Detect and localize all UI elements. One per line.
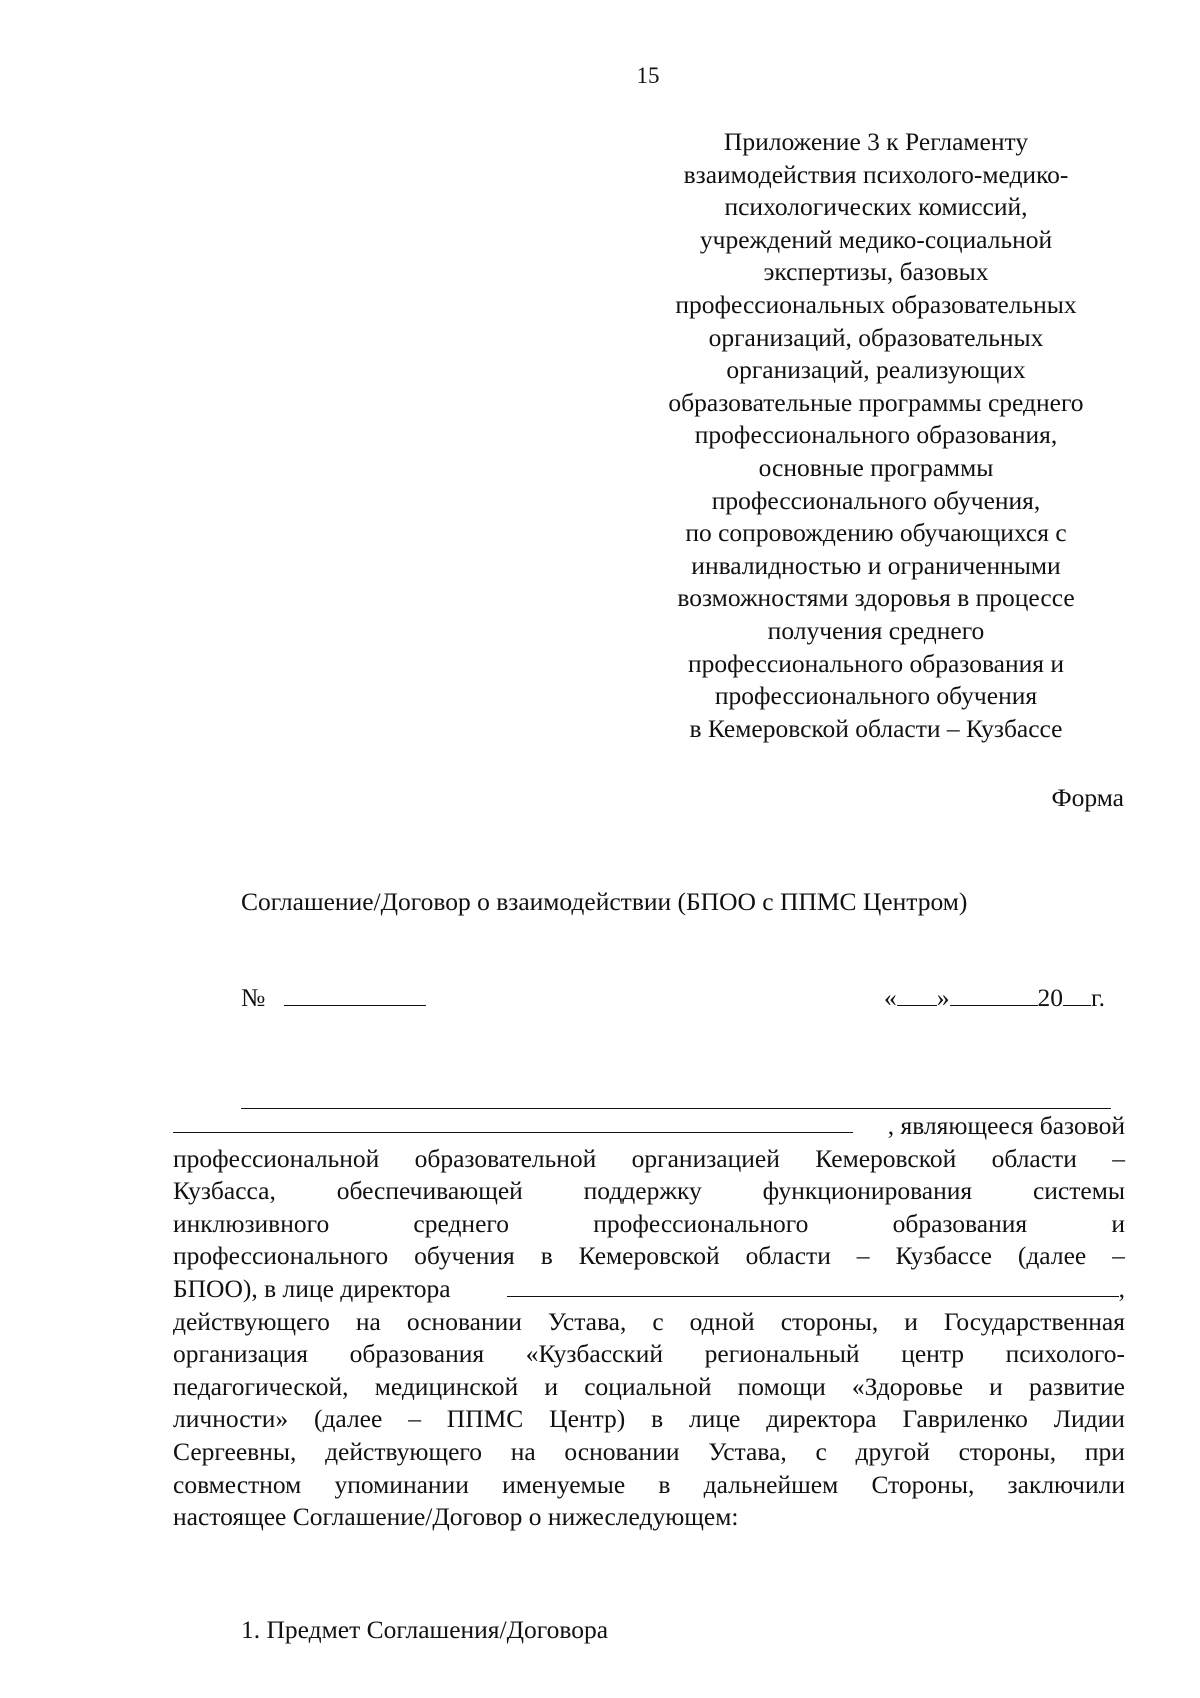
preamble-word: Кузбассе — [895, 1241, 992, 1271]
year-prefix: 20 — [1037, 983, 1064, 1012]
preamble-text: БПОО), в лице директора — [173, 1273, 451, 1303]
preamble-word: организация — [173, 1339, 308, 1369]
agreement-preamble — [173, 1110, 1125, 1534]
preamble-word: системы — [1032, 1176, 1125, 1206]
preamble-word: ППМС — [446, 1404, 524, 1434]
preamble-word: области — [991, 1143, 1077, 1173]
preamble-word: стороны, — [780, 1306, 879, 1336]
appendix-line: основные программы — [758, 452, 994, 482]
preamble-word: Государственная — [943, 1306, 1125, 1336]
preamble-word: с — [652, 1306, 664, 1336]
appendix-line: учреждений медико-социальной — [699, 224, 1053, 254]
section-heading: 1. Предмет Соглашения/Договора — [241, 1615, 609, 1644]
preamble-word: в — [658, 1469, 671, 1499]
preamble-line — [173, 1469, 1125, 1502]
preamble-word: стороны, — [958, 1436, 1057, 1466]
preamble-line — [173, 1403, 1125, 1436]
preamble-word: образования — [349, 1339, 485, 1369]
preamble-line — [173, 1501, 1125, 1534]
preamble-word: Лидии — [1053, 1404, 1125, 1434]
preamble-word: Стороны, — [871, 1469, 975, 1499]
preamble-word: Кузбасса, — [173, 1176, 276, 1206]
appendix-line: профессионального обучения — [714, 681, 1038, 711]
preamble-word: действующего — [173, 1306, 330, 1336]
preamble-word: (далее — [313, 1404, 383, 1434]
preamble-line — [173, 1273, 1125, 1306]
preamble-word: заключили — [1007, 1469, 1125, 1499]
preamble-word: обеспечивающей — [336, 1176, 523, 1206]
preamble-word: Кемеровской — [815, 1143, 957, 1173]
preamble-word: одной — [689, 1306, 755, 1336]
appendix-line: психологических комиссий, — [724, 192, 1028, 222]
appendix-line: организаций, реализующих — [726, 355, 1026, 385]
preamble-word: профессиональной — [173, 1143, 380, 1173]
preamble-word: другой — [855, 1436, 930, 1466]
preamble-word: – — [408, 1404, 421, 1434]
preamble-word: образования — [892, 1208, 1028, 1238]
preamble-line — [173, 1240, 1125, 1273]
preamble-word: – — [856, 1241, 870, 1271]
preamble-word: инклюзивного — [173, 1208, 330, 1238]
appendix-line: профессиональных образовательных — [675, 289, 1077, 319]
preamble-text: , являющееся базовой — [887, 1111, 1125, 1140]
preamble-word: на — [510, 1436, 536, 1466]
preamble-word: и — [1111, 1208, 1125, 1238]
preamble-word: в — [540, 1241, 553, 1271]
preamble-word: региональный — [704, 1339, 860, 1369]
preamble-word: в — [651, 1404, 664, 1434]
appendix-line: в Кемеровской области – Кузбассе — [689, 713, 1063, 743]
preamble-word: и — [544, 1371, 559, 1401]
preamble-word: поддержку — [583, 1176, 702, 1206]
preamble-word: упоминании — [334, 1469, 469, 1499]
preamble-word: Центр) — [549, 1404, 626, 1434]
preamble-word: (далее — [1017, 1241, 1087, 1271]
preamble-word: медицинской — [374, 1371, 519, 1401]
preamble-word: совместном — [173, 1469, 302, 1499]
preamble-word: среднего — [413, 1208, 509, 1238]
preamble-word: центр — [901, 1339, 965, 1369]
preamble-word: «Здоровье — [851, 1371, 964, 1401]
preamble-word: области — [745, 1241, 831, 1271]
preamble-word: с — [815, 1436, 827, 1466]
preamble-word: профессионального — [593, 1208, 809, 1238]
preamble-text: , — [1118, 1273, 1125, 1303]
preamble-word: профессионального — [173, 1241, 389, 1271]
appendix-line: по сопровождению обучающихся с — [685, 518, 1067, 548]
appendix-reference — [625, 126, 1127, 745]
preamble-word: личности» — [173, 1404, 289, 1434]
preamble-word: Сергеевны, — [173, 1436, 297, 1466]
preamble-word: психолого- — [1005, 1339, 1125, 1369]
preamble-word: действующего — [325, 1436, 482, 1466]
appendix-line: экспертизы, базовых — [763, 257, 989, 287]
agreement-date-field — [884, 982, 1105, 1014]
preamble-word: Кемеровской — [578, 1241, 720, 1271]
preamble-word: функционирования — [762, 1176, 973, 1206]
preamble-text: настоящее Соглашение/Договор о нижеследующем: — [173, 1502, 739, 1532]
preamble-word: Устава, — [708, 1436, 787, 1466]
preamble-line — [173, 1143, 1125, 1176]
preamble-line — [173, 1306, 1125, 1339]
preamble-word: на — [355, 1306, 381, 1336]
appendix-line: инвалидностью и ограниченными — [691, 550, 1061, 580]
director-name-wrap — [507, 1273, 1125, 1306]
preamble-word: развитие — [1028, 1371, 1125, 1401]
preamble-word: и — [989, 1371, 1003, 1401]
preamble-word: директора — [766, 1404, 877, 1434]
preamble-word: основании — [406, 1306, 522, 1336]
preamble-line — [173, 1110, 1125, 1143]
month-blank[interactable] — [950, 983, 1038, 1006]
preamble-word: основании — [564, 1436, 680, 1466]
appendix-line: взаимодействия психолого-медико- — [683, 159, 1069, 189]
appendix-line: получения среднего — [767, 615, 985, 645]
preamble-word: Гавриленко — [902, 1404, 1028, 1434]
form-label: Форма — [1051, 783, 1124, 812]
preamble-line — [173, 1175, 1125, 1208]
preamble-word: и — [904, 1306, 918, 1336]
preamble-word: лице — [689, 1404, 741, 1434]
preamble-line — [173, 1436, 1125, 1469]
preamble-word: «Кузбасский — [525, 1339, 664, 1369]
organization-name-blank-continued[interactable] — [173, 1110, 853, 1133]
day-blank[interactable] — [897, 983, 937, 1006]
preamble-word: педагогической, — [173, 1371, 349, 1401]
preamble-word: образовательной — [414, 1143, 597, 1173]
appendix-line: профессионального образования и — [687, 648, 1065, 678]
preamble-word: при — [1084, 1436, 1125, 1466]
preamble-word: – — [1112, 1241, 1125, 1271]
preamble-word: социальной — [584, 1371, 712, 1401]
appendix-line: возможностями здоровья в процессе — [677, 583, 1075, 613]
date-close-quote: » — [936, 983, 950, 1012]
year-suffix: г. — [1091, 983, 1105, 1012]
agreement-number-field — [241, 982, 426, 1014]
page-number: 15 — [636, 63, 660, 88]
preamble-word: организацией — [631, 1143, 780, 1173]
appendix-line: организаций, образовательных — [708, 322, 1044, 352]
preamble-word: помощи — [737, 1371, 826, 1401]
preamble-word: – — [1112, 1143, 1125, 1173]
preamble-line — [173, 1338, 1125, 1371]
preamble-word: обучения — [414, 1241, 515, 1271]
number-blank[interactable] — [284, 983, 426, 1006]
appendix-line: профессионального образования, — [694, 420, 1058, 450]
year-blank[interactable] — [1063, 983, 1091, 1006]
appendix-line: профессионального обучения, — [711, 485, 1041, 515]
preamble-word: дальнейшем — [703, 1469, 839, 1499]
preamble-word: Устава, — [547, 1306, 627, 1336]
date-open-quote: « — [884, 983, 897, 1012]
appendix-line: образовательные программы среднего — [668, 387, 1084, 417]
preamble-line — [173, 1208, 1125, 1241]
appendix-line: Приложение 3 к Регламенту — [723, 127, 1029, 156]
document-title: Соглашение/Договор о взаимодействии (БПОО с ППМС Центром) — [241, 887, 968, 916]
number-sign: № — [241, 983, 266, 1012]
preamble-line — [173, 1371, 1125, 1404]
organization-name-blank[interactable] — [241, 1108, 1111, 1109]
director-name-blank[interactable] — [507, 1274, 1119, 1297]
preamble-word: именуемые — [502, 1469, 626, 1499]
